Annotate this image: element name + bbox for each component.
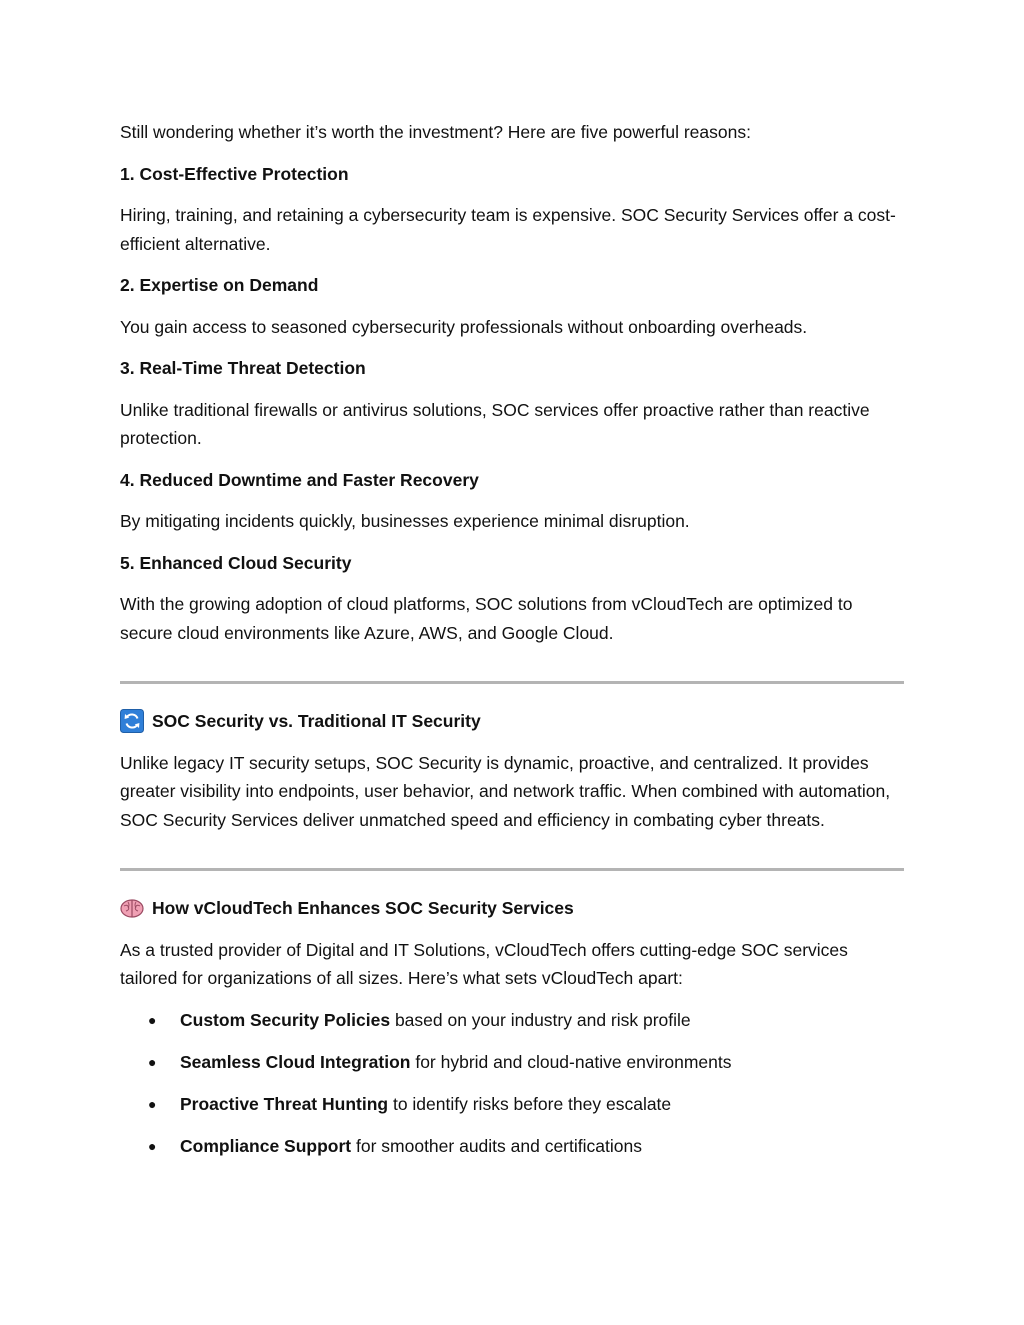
section-divider xyxy=(120,681,904,684)
feature-rest: based on your industry and risk profile xyxy=(390,1009,691,1030)
intro-text: Still wondering whether it’s worth the investment? Here are five powerful reasons: xyxy=(120,122,751,142)
bullet-icon: ● xyxy=(148,1137,157,1154)
reason-5-text: With the growing adoption of cloud platforms, SOC solutions from vCloudTech are optimized to secure cloud environments like Azure, AWS, and Google Cloud. xyxy=(120,594,853,643)
feature-strong: Proactive Threat Hunting xyxy=(180,1093,389,1114)
reason-3-heading: 3. Real-Time Threat Detection xyxy=(120,358,366,378)
comparison-title: SOC Security vs. Traditional IT Security xyxy=(152,711,481,731)
reason-2-text: You gain access to seasoned cybersecurity professionals without onboarding overheads. xyxy=(120,316,808,337)
list-item xyxy=(148,1132,904,1161)
list-item xyxy=(148,1048,904,1077)
feature-rest: for hybrid and cloud-native environments xyxy=(410,1051,732,1072)
feature-strong: Custom Security Policies xyxy=(180,1009,391,1030)
reason-1-heading: 1. Cost-Effective Protection xyxy=(120,163,349,184)
reason-1-text: Hiring, training, and retaining a cybersecurity team is expensive. SOC Security Services offer a cost-efficient alternative. xyxy=(120,205,896,254)
comparison-heading xyxy=(120,707,904,736)
reason-3-text: Unlike traditional firewalls or antivirus solutions, SOC services offer proactive rather than reactive protection. xyxy=(120,399,870,448)
section-divider xyxy=(120,868,904,871)
document-page xyxy=(120,118,904,1174)
reason-4-heading: 4. Reduced Downtime and Faster Recovery xyxy=(120,469,479,490)
list-item xyxy=(148,1090,904,1119)
refresh-arrows-icon xyxy=(120,709,144,733)
comparison-text: Unlike legacy IT security setups, SOC Security is dynamic, proactive, and centralized. It provides greater visibility into endpoints, user behavior, and network traffic. When combined with automation, SOC Security Services deliver unmatched speed and efficiency in combating cyber threats. xyxy=(120,752,891,830)
reason-2-heading: 2. Expertise on Demand xyxy=(120,275,319,295)
reason-4-text: By mitigating incidents quickly, businesses experience minimal disruption. xyxy=(120,511,690,531)
bullet-icon: ● xyxy=(148,1053,157,1070)
reason-5-heading: 5. Enhanced Cloud Security xyxy=(120,552,352,573)
bullet-icon: ● xyxy=(148,1011,157,1028)
list-item xyxy=(148,1006,904,1035)
enhance-title: How vCloudTech Enhances SOC Security Services xyxy=(152,898,574,918)
bullet-icon: ● xyxy=(148,1095,157,1112)
feature-rest: for smoother audits and certifications xyxy=(351,1135,642,1156)
feature-list xyxy=(120,1006,904,1161)
enhance-text: As a trusted provider of Digital and IT Solutions, vCloudTech offers cutting-edge SOC services tailored for organizations of all sizes. Here’s what sets vCloudTech apart: xyxy=(120,939,848,988)
feature-rest: to identify risks before they escalate xyxy=(388,1093,672,1114)
feature-strong: Compliance Support xyxy=(180,1135,352,1156)
feature-strong: Seamless Cloud Integration xyxy=(180,1051,411,1072)
enhance-heading xyxy=(120,894,904,923)
brain-icon xyxy=(120,896,144,920)
